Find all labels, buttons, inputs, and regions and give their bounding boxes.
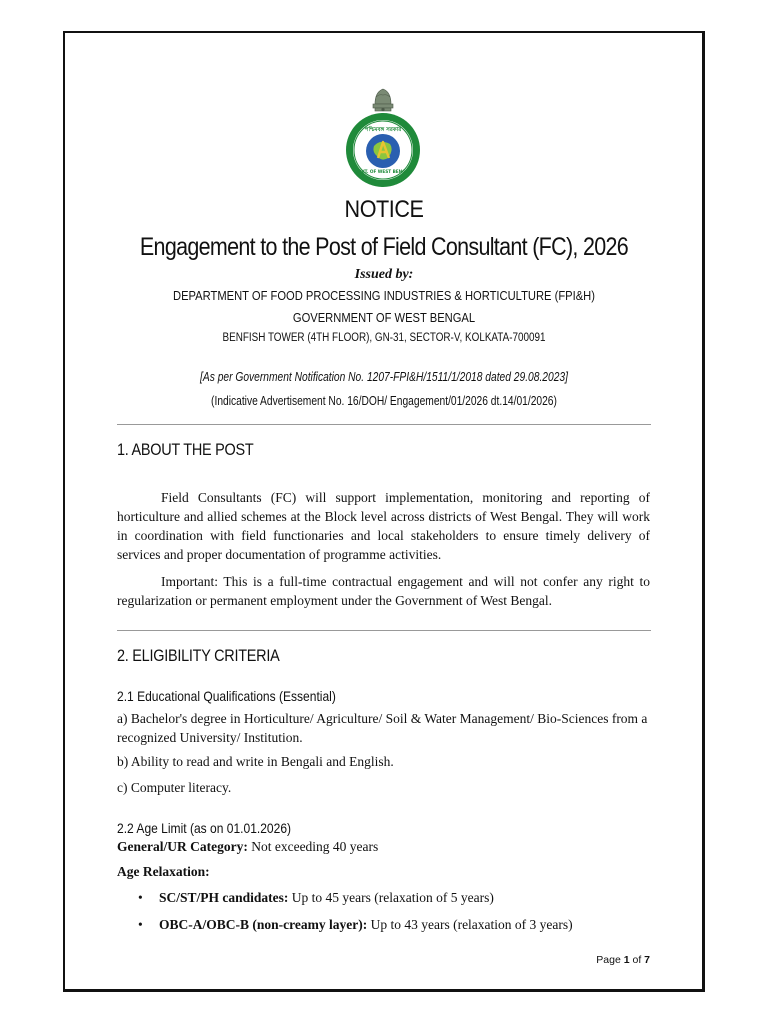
- divider: [117, 424, 651, 425]
- svg-text:GOVT. OF WEST BENGAL: GOVT. OF WEST BENGAL: [354, 169, 412, 174]
- qualification-b: b) Ability to read and write in Bengali and English.: [117, 754, 394, 769]
- general-age-limit: [117, 839, 378, 855]
- subheading-age-limit: 2.2 Age Limit (as on 01.01.2026): [117, 820, 292, 836]
- general-value: Not exceeding 40 years: [247, 839, 379, 854]
- bullet-value: Up to 43 years (relaxation of 3 years): [367, 917, 573, 932]
- notification-reference: [As per Government Notification No. 1207-FPI&H/1511/1/2018 dated 29.08.2023]: [200, 370, 568, 384]
- svg-text:পশ্চিমবঙ্গ সরকার: পশ্চিমবঙ্গ সরকার: [364, 127, 402, 133]
- section-heading-eligibility: 2. ELIGIBILITY CRITERIA: [117, 646, 280, 665]
- ashoka-emblem-icon: [373, 89, 393, 111]
- subheading-education: 2.1 Educational Qualifications (Essential): [117, 688, 336, 704]
- office-address: BENFISH TOWER (4TH FLOOR), GN-31, SECTOR-V, KOLKATA-700091: [222, 332, 546, 344]
- page-title: Engagement to the Post of Field Consultant (FC), 2026: [139, 233, 629, 261]
- bullet-icon: •: [138, 917, 143, 932]
- about-paragraph: Field Consultants (FC) will support implementation, monitoring and reporting of horticulture and allied schemes at the Block level across districts of West Bengal. They will work in coordination with field functionaries and local stakeholders to ensure timely delivery of services and proper documentation of programme activities.: [117, 490, 650, 562]
- current-page: 1: [623, 954, 630, 966]
- section-heading-about: 1. ABOUT THE POST: [117, 440, 254, 459]
- of-word: of: [629, 954, 645, 966]
- total-pages: 7: [644, 954, 650, 966]
- bullet-icon: •: [138, 890, 143, 905]
- notice-title: NOTICE: [344, 196, 424, 223]
- seal-icon: [346, 113, 420, 187]
- advertisement-reference: (Indicative Advertisement No. 16/DOH/ Engagement/01/2026 dt.14/01/2026): [211, 394, 557, 408]
- west-bengal-emblem: [342, 84, 424, 194]
- page-word: Page: [596, 954, 624, 966]
- bullet-value: Up to 45 years (relaxation of 5 years): [288, 890, 494, 905]
- qualification-c: c) Computer literacy.: [117, 780, 232, 795]
- general-label: General/UR Category:: [117, 839, 248, 854]
- age-relaxation-label: Age Relaxation:: [117, 864, 210, 879]
- government-name: GOVERNMENT OF WEST BENGAL: [292, 310, 476, 325]
- department-name: DEPARTMENT OF FOOD PROCESSING INDUSTRIES & HORTICULTURE (FPI&H): [173, 288, 595, 303]
- bullet-label: OBC-A/OBC-B (non-creamy layer):: [159, 917, 368, 932]
- page-number: [596, 954, 650, 966]
- divider: [117, 630, 651, 631]
- emblem-icon: [342, 84, 424, 194]
- important-paragraph: Important: This is a full-time contractual engagement and will not confer any right to regularization or permanent employment under the Government of West Bengal.: [117, 574, 650, 608]
- bullet-label: SC/ST/PH candidates:: [159, 890, 289, 905]
- qualification-a: a) Bachelor's degree in Horticulture/ Agriculture/ Soil & Water Management/ Bio-Sciences from a recognized University/ Institution.: [117, 711, 648, 745]
- issued-by-label: Issued by:: [354, 267, 414, 282]
